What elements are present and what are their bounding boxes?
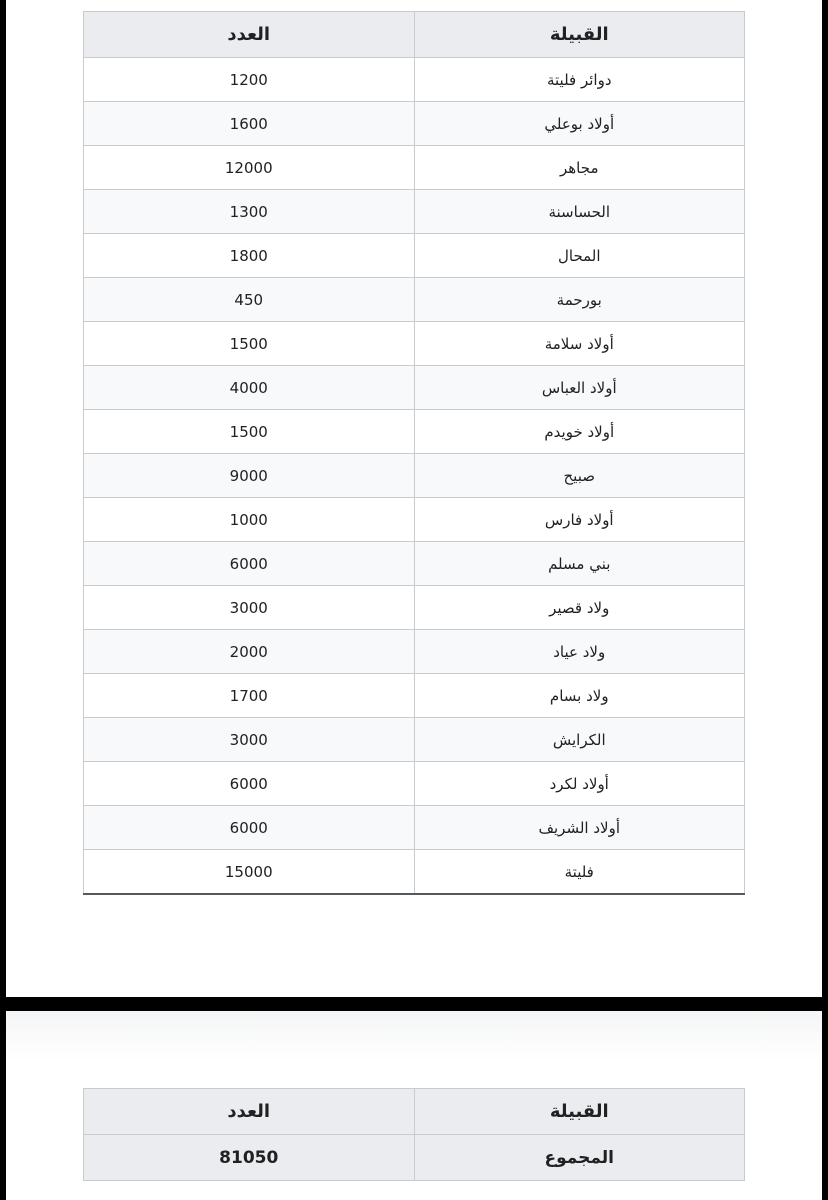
- table-row: [84, 762, 745, 806]
- header-count: العدد: [84, 12, 415, 58]
- total-row: [84, 1135, 745, 1181]
- tribe-count-cell: 450: [84, 278, 415, 322]
- tribe-count-cell: 12000: [84, 146, 415, 190]
- header-count: العدد: [84, 1089, 415, 1135]
- tribe-count-cell: 6000: [84, 542, 415, 586]
- tribe-count-cell: 2000: [84, 630, 415, 674]
- tribe-count-cell: 3000: [84, 718, 415, 762]
- tribe-count-cell: 1600: [84, 102, 415, 146]
- tribe-name-cell: أولاد بوعلي: [414, 102, 745, 146]
- table-row: [84, 630, 745, 674]
- table-row: [84, 454, 745, 498]
- tribe-name-cell: ولاد قصير: [414, 586, 745, 630]
- table-row: [84, 234, 745, 278]
- total-table: [83, 1088, 745, 1181]
- top-panel: [6, 0, 822, 997]
- tribe-name-cell: أولاد العباس: [414, 366, 745, 410]
- tribe-count-cell: 6000: [84, 806, 415, 850]
- tribe-count-cell: 9000: [84, 454, 415, 498]
- tribe-name-cell: فليتة: [414, 850, 745, 895]
- tribes-table: [83, 11, 745, 895]
- table-body: [84, 58, 745, 895]
- header-tribe: القبيلة: [414, 1089, 745, 1135]
- table-row: [84, 410, 745, 454]
- table-header-row: [84, 12, 745, 58]
- tribe-name-cell: المحال: [414, 234, 745, 278]
- tribe-name-cell: بني مسلم: [414, 542, 745, 586]
- tribe-name-cell: أولاد سلامة: [414, 322, 745, 366]
- tribe-count-cell: 6000: [84, 762, 415, 806]
- table-row: [84, 674, 745, 718]
- tribe-count-cell: 1700: [84, 674, 415, 718]
- tribe-count-cell: 1300: [84, 190, 415, 234]
- table-row: [84, 850, 745, 895]
- tribe-name-cell: الحساسنة: [414, 190, 745, 234]
- tribe-name-cell: دوائر فليتة: [414, 58, 745, 102]
- total-label: المجموع: [414, 1135, 745, 1181]
- table-row: [84, 102, 745, 146]
- tribe-count-cell: 3000: [84, 586, 415, 630]
- tribe-name-cell: الكرايش: [414, 718, 745, 762]
- tribe-count-cell: 1500: [84, 410, 415, 454]
- tribe-count-cell: 1000: [84, 498, 415, 542]
- total-value: 81050: [84, 1135, 415, 1181]
- tribe-name-cell: بورحمة: [414, 278, 745, 322]
- table-row: [84, 366, 745, 410]
- table-header-row: [84, 1089, 745, 1135]
- table-row: [84, 322, 745, 366]
- tribe-name-cell: ولاد بسام: [414, 674, 745, 718]
- tribe-count-cell: 1500: [84, 322, 415, 366]
- table-row: [84, 278, 745, 322]
- tribe-name-cell: أولاد لكرد: [414, 762, 745, 806]
- table-row: [84, 586, 745, 630]
- table-row: [84, 542, 745, 586]
- tribe-name-cell: صبيح: [414, 454, 745, 498]
- table-row: [84, 146, 745, 190]
- tribe-count-cell: 4000: [84, 366, 415, 410]
- table-row: [84, 498, 745, 542]
- tribe-name-cell: مجاهر: [414, 146, 745, 190]
- tribe-count-cell: 1800: [84, 234, 415, 278]
- tribe-name-cell: أولاد فارس: [414, 498, 745, 542]
- table-row: [84, 190, 745, 234]
- table-row: [84, 58, 745, 102]
- tribe-count-cell: 15000: [84, 850, 415, 895]
- table-row: [84, 718, 745, 762]
- header-tribe: القبيلة: [414, 12, 745, 58]
- bottom-panel: [6, 1011, 822, 1200]
- tribe-name-cell: ولاد عياد: [414, 630, 745, 674]
- table-row: [84, 806, 745, 850]
- tribe-name-cell: أولاد خويدم: [414, 410, 745, 454]
- tribe-count-cell: 1200: [84, 58, 415, 102]
- tribe-name-cell: أولاد الشريف: [414, 806, 745, 850]
